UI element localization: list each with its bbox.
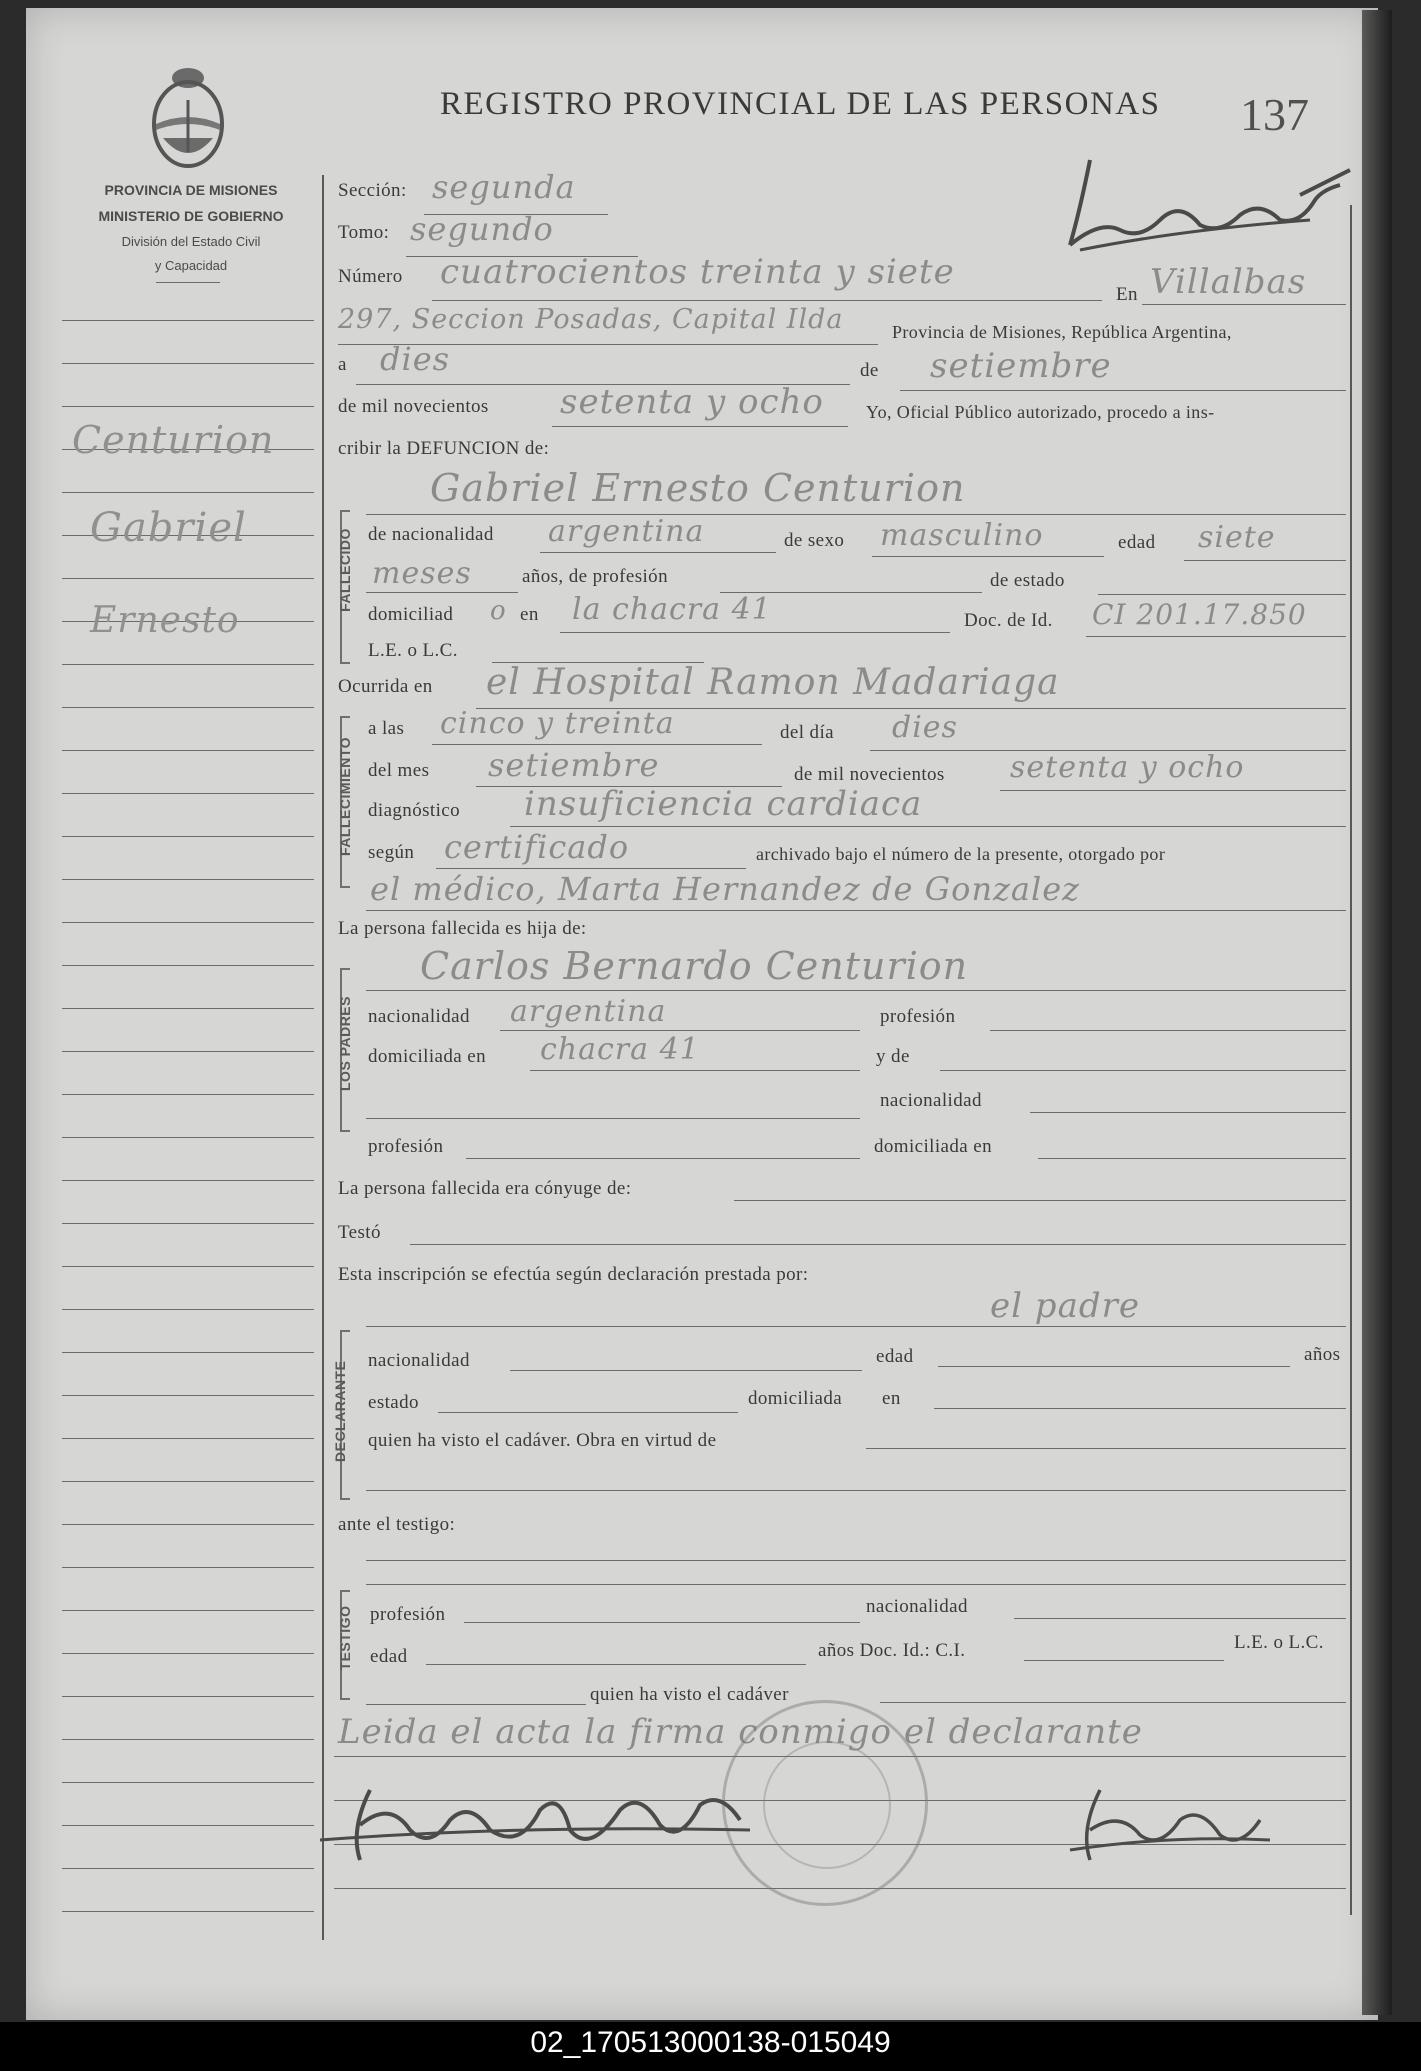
numero-value: cuatrocientos treinta y siete (440, 252, 955, 292)
official-signature-top (1060, 150, 1360, 260)
oficial-text: Yo, Oficial Público autorizado, procedo a ins- (866, 402, 1215, 422)
testigo-profesion-label: profesión (370, 1604, 446, 1625)
father-name: Carlos Bernardo Centurion (420, 944, 969, 988)
image-identifier: 02_170513000138-015049 (530, 2026, 891, 2059)
seccion-value: segunda (432, 168, 576, 206)
testigo-le-lc-label: L.E. o L.C. (1234, 1632, 1324, 1653)
padres-domiciliada2-label: domiciliada en (874, 1136, 992, 1157)
margin-given-name-2: Ernesto (90, 600, 240, 641)
fallecido-estado-label: de estado (990, 570, 1065, 591)
declarante-value: el padre (990, 1286, 1140, 1326)
declarante-edad-label: edad (876, 1346, 914, 1367)
testo-label: Testó (338, 1222, 381, 1243)
declarante-intro: Esta inscripción se efectúa según declaración prestada por: (338, 1264, 809, 1285)
cribir-text: cribir la DEFUNCION de: (338, 438, 550, 459)
testigo-section-title: TESTIGO (337, 1605, 353, 1671)
padres-nacionalidad2-label: nacionalidad (880, 1090, 982, 1111)
diagnostico-value: insuficiencia cardiaca (524, 784, 923, 824)
year-value: setenta y ocho (560, 382, 824, 422)
padres-intro: La persona fallecida es hija de: (338, 918, 587, 939)
fallecido-nacionalidad-label: de nacionalidad (368, 524, 494, 545)
a-las-value: cinco y treinta (440, 706, 675, 741)
testigo-edad-label: edad (370, 1646, 408, 1667)
coat-of-arms-icon (143, 60, 233, 175)
fallecido-le-lc-label: L.E. o L.C. (368, 640, 458, 661)
fallecido-edad-value: siete (1198, 520, 1276, 555)
padres-domiciliada-label: domiciliada en (368, 1046, 486, 1067)
ministry-underline (156, 282, 220, 283)
ocurrida-label: Ocurrida en (338, 676, 433, 697)
ocurrida-value: el Hospital Ramon Madariaga (486, 662, 1060, 703)
book-binding (1362, 10, 1392, 2015)
tomo-value: segundo (410, 210, 554, 248)
padres-profesion2-label: profesión (368, 1136, 444, 1157)
folio-number: 137 (1240, 89, 1309, 140)
provincia-text: Provincia de Misiones, República Argentina, (892, 322, 1232, 342)
fallecido-domicilio-en: en (520, 604, 539, 625)
mil-value: setenta y ocho (1010, 750, 1245, 785)
year-label: de mil novecientos (338, 396, 489, 417)
margin-surname: Centurion (72, 418, 275, 462)
seccion-label: Sección: (338, 180, 407, 201)
fallecido-domicilio-label: domiciliad (368, 604, 454, 625)
declarante-nacionalidad-label: nacionalidad (368, 1350, 470, 1371)
en-value: Villalbas (1150, 262, 1307, 302)
padres-domiciliada-value: chacra 41 (540, 1032, 700, 1067)
fallecido-doc-label: Doc. de Id. (964, 610, 1053, 631)
declarante-anos-label: años (1304, 1344, 1341, 1365)
fallecimiento-section-title: FALLECIMIENTO (337, 736, 353, 856)
declarante-estado-label: estado (368, 1392, 419, 1413)
fallecido-anos-profesion-label: años, de profesión (522, 566, 668, 587)
ministry-line-3: División del Estado Civil (121, 234, 261, 249)
fallecido-sexo-value: masculino (880, 518, 1044, 553)
declarante-domiciliada-label: domiciliada (748, 1388, 843, 1409)
fallecido-name: Gabriel Ernesto Centurion (430, 466, 966, 510)
del-mes-value: setiembre (488, 746, 660, 784)
testigo-cadaver-text: quien ha visto el cadáver (590, 1684, 789, 1705)
del-dia-label: del día (780, 722, 834, 743)
fallecido-doc-value: CI 201.17.850 (1092, 598, 1307, 631)
margin-given-name-1: Gabriel (90, 505, 247, 551)
a-las-label: a las (368, 718, 405, 739)
closing-text: Leida el acta la firma conmigo el declarante (338, 1712, 1143, 1752)
fallecido-domicilio-o: o (490, 596, 507, 626)
testigo-anos-doc-label: años Doc. Id.: C.I. (818, 1640, 966, 1661)
month-de-label: de (860, 360, 879, 381)
place-value: 297, Seccion Posadas, Capital Ilda (338, 304, 844, 335)
day-value: dies (380, 340, 451, 378)
segun-value: certificado (444, 828, 630, 866)
testigo-nacionalidad-label: nacionalidad (866, 1596, 968, 1617)
padres-section-title: LOS PADRES (337, 996, 353, 1091)
fallecido-section-title: FALLECIDO (337, 528, 353, 612)
a-label: a (338, 354, 347, 375)
padres-nacionalidad-label: nacionalidad (368, 1006, 470, 1027)
ministry-line-1: PROVINCIA DE MISIONES (104, 182, 278, 198)
fallecido-nacionalidad-value: argentina (548, 514, 705, 549)
archivado-text: archivado bajo el número de la presente, otorgado por (756, 844, 1166, 864)
right-margin-rule (1350, 205, 1352, 1915)
declarante-en-label: en (882, 1388, 901, 1409)
fallecido-domicilio-value: la chacra 41 (572, 592, 772, 627)
padres-profesion-label: profesión (880, 1006, 956, 1027)
segun-label: según (368, 842, 415, 863)
declarant-signature (320, 1770, 760, 1880)
conyuge-label: La persona fallecida era cónyuge de: (338, 1178, 632, 1199)
official-signature-bottom (1060, 1780, 1280, 1870)
medico-value: el médico, Marta Hernandez de Gonzalez (370, 870, 1081, 908)
ministry-line-2: MINISTERIO DE GOBIERNO (98, 208, 284, 224)
month-value: setiembre (930, 346, 1112, 386)
mil-label: de mil novecientos (794, 764, 945, 785)
testigo-intro: ante el testigo: (338, 1514, 456, 1535)
en-label: En (1116, 284, 1138, 305)
fallecido-sexo-label: de sexo (784, 530, 845, 551)
padres-y-de-label: y de (876, 1046, 910, 1067)
diagnostico-label: diagnóstico (368, 800, 460, 821)
declarante-cadaver-text: quien ha visto el cadáver. Obra en virtud de (368, 1430, 717, 1451)
left-margin-rule (322, 175, 324, 1940)
tomo-label: Tomo: (338, 222, 390, 243)
del-dia-value: dies (892, 710, 958, 745)
numero-label: Número (338, 266, 403, 287)
declarante-section-title: DECLARANTE (332, 1360, 348, 1462)
fallecido-edad-label: edad (1118, 532, 1156, 553)
fallecido-meses-value: meses (372, 556, 472, 591)
page-title: REGISTRO PROVINCIAL DE LAS PERSONAS (440, 86, 1161, 122)
ministry-line-4: y Capacidad (154, 258, 228, 273)
padres-nacionalidad-value: argentina (510, 994, 667, 1029)
del-mes-label: del mes (368, 760, 430, 781)
